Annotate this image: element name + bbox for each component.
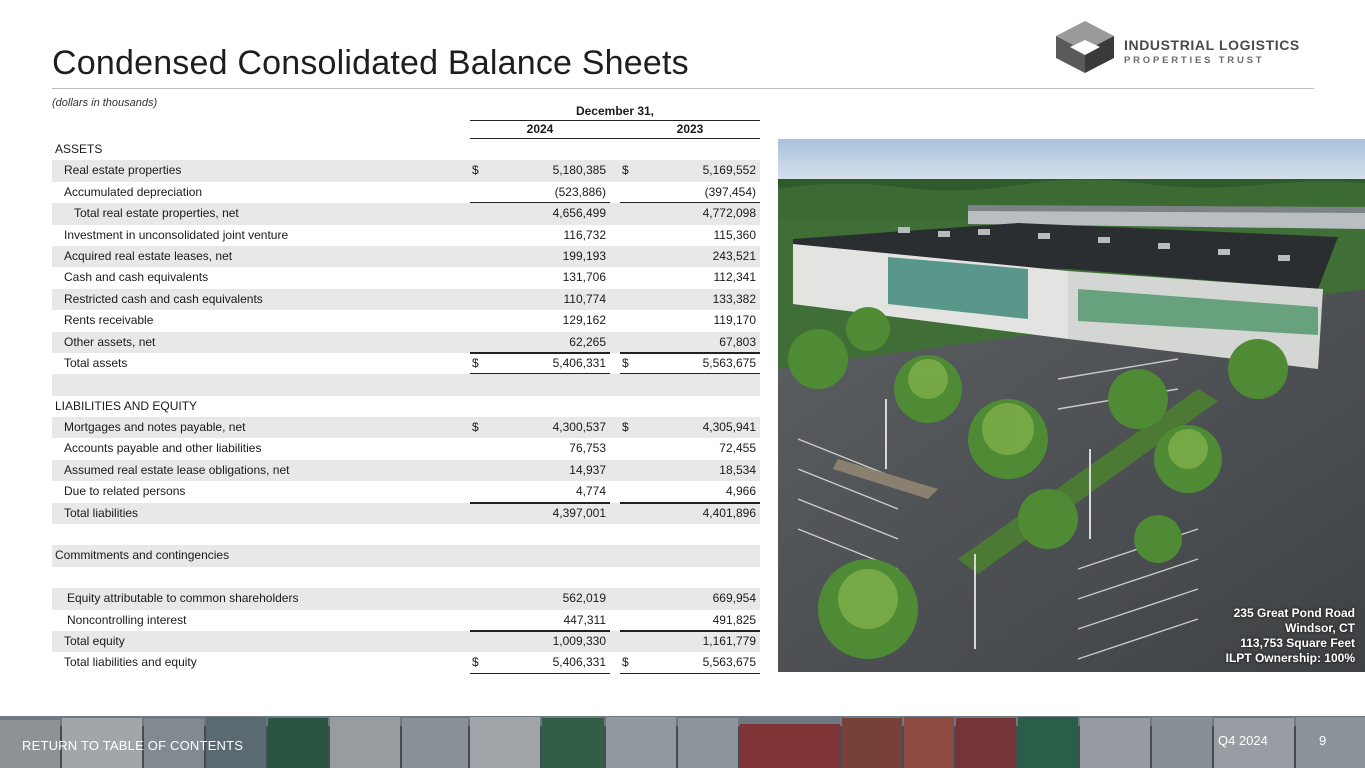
units-note: (dollars in thousands): [52, 97, 158, 109]
table-row: [52, 160, 760, 181]
row-label: Other assets, net: [64, 334, 156, 349]
table-row: [52, 545, 760, 566]
property-address: 235 Great Pond Road: [1233, 606, 1355, 620]
table-row: [52, 438, 760, 459]
value-2024: 5,406,331: [552, 355, 606, 370]
row-label: Acquired real estate leases, net: [64, 248, 233, 263]
title-divider: [52, 88, 1314, 89]
value-2024: 14,937: [569, 462, 606, 477]
year-header-2024: 2024: [526, 122, 554, 136]
property-caption: [1226, 606, 1355, 666]
currency-symbol-2024: $: [472, 163, 479, 178]
currency-symbol-2023: $: [622, 163, 629, 178]
table-row: [52, 353, 760, 374]
table-row: [52, 267, 760, 288]
page-number: 9: [1319, 733, 1327, 748]
value-2023: 5,169,552: [702, 163, 756, 178]
row-label: Due to related persons: [64, 484, 186, 499]
value-2024: 110,774: [563, 291, 606, 306]
row-label: Total real estate properties, net: [74, 206, 239, 221]
row-label: LIABILITIES AND EQUITY: [55, 398, 198, 413]
value-2023: 72,455: [719, 441, 756, 456]
table-row: [52, 503, 760, 524]
row-label: Mortgages and notes payable, net: [64, 420, 246, 435]
table-row: [52, 182, 760, 203]
row-label: Commitments and contingencies: [55, 548, 230, 563]
overline-2024: [470, 503, 610, 504]
overline-2023: [620, 353, 760, 354]
value-2024: 447,311: [563, 612, 606, 627]
total-underline-2024: [470, 673, 610, 674]
table-row: [52, 225, 760, 246]
table-row: [52, 481, 760, 502]
property-aerial-image: [778, 139, 1365, 672]
value-2024: 562,019: [562, 591, 606, 606]
value-2023: 5,563,675: [702, 655, 756, 670]
table-row: [52, 246, 760, 267]
property-photo: [778, 139, 1365, 672]
value-2023: 5,563,675: [702, 355, 756, 370]
value-2023: 243,521: [712, 248, 756, 263]
table-row: [52, 524, 760, 545]
value-2023: 1,161,779: [702, 633, 756, 648]
row-label: Assumed real estate lease obligations, net: [64, 462, 290, 477]
logo-name: INDUSTRIAL LOGISTICS: [1124, 37, 1300, 53]
logo-subname: PROPERTIES TRUST: [1124, 55, 1265, 66]
row-label: Total liabilities: [64, 505, 139, 520]
value-2023: 4,401,896: [702, 505, 756, 520]
value-2023: 4,305,941: [702, 420, 756, 435]
currency-symbol-2024: $: [472, 655, 479, 670]
table-row: [52, 289, 760, 310]
value-2023: 4,772,098: [702, 206, 756, 221]
value-2024: 4,656,499: [552, 206, 606, 221]
value-2024: 76,753: [569, 441, 606, 456]
overline-2024: [470, 631, 610, 632]
period-header-rule: [470, 120, 760, 121]
table-row: [52, 417, 760, 438]
currency-symbol-2024: $: [472, 420, 479, 435]
value-2023: 669,954: [712, 591, 756, 606]
page-title: Condensed Consolidated Balance Sheets: [52, 44, 689, 82]
table-row: [52, 139, 760, 160]
table-row: [52, 203, 760, 224]
currency-symbol-2023: $: [622, 420, 629, 435]
value-2024: 199,193: [562, 248, 606, 263]
company-logo: [1054, 20, 1324, 74]
row-label: Accumulated depreciation: [64, 184, 203, 199]
table-row: [52, 652, 760, 673]
currency-symbol-2023: $: [622, 655, 629, 670]
row-label: Cash and cash equivalents: [64, 270, 209, 285]
value-2024: 1,009,330: [552, 633, 606, 648]
row-label: Real estate properties: [64, 163, 182, 178]
balance-sheet-table: [52, 139, 760, 674]
value-2024: (523,886): [554, 184, 606, 199]
row-label: Total liabilities and equity: [64, 655, 197, 670]
value-2023: 133,382: [712, 291, 756, 306]
value-2024: 4,397,001: [552, 505, 606, 520]
currency-symbol-2023: $: [622, 355, 629, 370]
value-2024: 116,732: [563, 227, 606, 242]
table-row: [52, 396, 760, 417]
table-row: [52, 588, 760, 609]
table-row: [52, 310, 760, 331]
row-label: Restricted cash and cash equivalents: [64, 291, 263, 306]
row-label: Equity attributable to common shareholders: [67, 591, 299, 606]
return-to-toc-link[interactable]: RETURN TO TABLE OF CONTENTS: [22, 738, 244, 753]
value-2024: 131,706: [562, 270, 606, 285]
row-label: Rents receivable: [64, 313, 154, 328]
currency-symbol-2024: $: [472, 355, 479, 370]
value-2023: (397,454): [704, 184, 756, 199]
year-header-2023: 2023: [676, 122, 704, 136]
value-2024: 5,180,385: [552, 163, 606, 178]
value-2024: 129,162: [562, 313, 606, 328]
footer-banner: [0, 716, 1365, 768]
value-2023: 112,341: [713, 270, 756, 285]
row-label: Total assets: [64, 355, 128, 370]
value-2024: 4,300,537: [552, 420, 606, 435]
row-label: ASSETS: [55, 142, 103, 156]
overline-2023: [620, 503, 760, 504]
property-ownership: ILPT Ownership: 100%: [1225, 651, 1355, 665]
value-2023: 4,966: [725, 484, 756, 499]
row-label: Noncontrolling interest: [67, 612, 187, 627]
table-row: [52, 610, 760, 631]
property-city: Windsor, CT: [1285, 621, 1355, 635]
row-label: Accounts payable and other liabilities: [64, 441, 262, 456]
row-label: Total equity: [64, 633, 125, 648]
logo-cube-icon: [1054, 20, 1116, 74]
table-row: [52, 631, 760, 652]
value-2024: 5,406,331: [552, 655, 606, 670]
table-row: [52, 567, 760, 588]
value-2023: 67,803: [719, 334, 756, 349]
table-row: [52, 374, 760, 395]
table-row: [52, 332, 760, 353]
table-row: [52, 460, 760, 481]
value-2024: 4,774: [575, 484, 606, 499]
period-header: December 31,: [575, 104, 655, 118]
footer-quarter: Q4 2024: [1218, 733, 1268, 748]
overline-2023: [620, 631, 760, 632]
value-2023: 119,170: [713, 313, 756, 328]
row-label: Investment in unconsolidated joint venture: [64, 227, 289, 242]
total-underline-2023: [620, 673, 760, 674]
value-2024: 62,265: [569, 334, 606, 349]
overline-2024: [470, 353, 610, 354]
value-2023: 491,825: [712, 612, 756, 627]
value-2023: 18,534: [719, 462, 756, 477]
property-size: 113,753 Square Feet: [1240, 636, 1355, 650]
value-2023: 115,360: [713, 227, 756, 242]
